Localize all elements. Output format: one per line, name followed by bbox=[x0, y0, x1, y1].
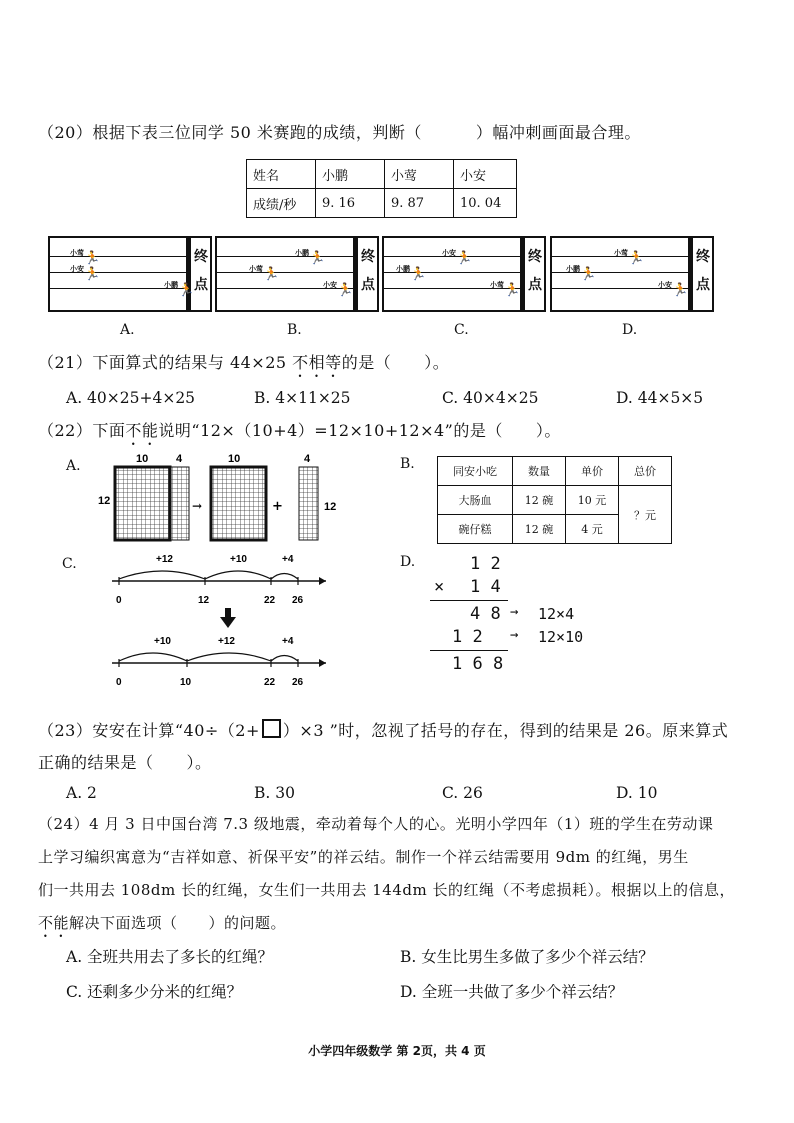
runner-label: 小鹏 bbox=[295, 248, 309, 257]
area-right-12: 12 bbox=[324, 501, 337, 513]
lane-line bbox=[217, 272, 355, 273]
blank-box-icon bbox=[262, 719, 281, 738]
area-small-grid bbox=[170, 467, 189, 540]
lane-line bbox=[217, 256, 355, 257]
q24-option-b[interactable]: B. 女生比男生多做了多少个祥云结？ bbox=[400, 948, 654, 966]
runner-label: 小安 bbox=[442, 248, 456, 257]
tick-label: 22 bbox=[264, 677, 276, 688]
product-line bbox=[430, 600, 508, 601]
q23-option-c[interactable]: C. 26 bbox=[442, 784, 483, 802]
q24-option-a[interactable]: A. 全班共用去了多长的红绳？ bbox=[66, 948, 274, 966]
sum-line bbox=[430, 650, 508, 651]
snack-table bbox=[437, 456, 672, 544]
area-top-10: 10 bbox=[136, 453, 149, 465]
q21-stem: （21）下面算式的结果与 44×25 不相等的是（ ）。 bbox=[38, 353, 450, 372]
score-table-header: 姓名 小鹏 小莺 小安 bbox=[247, 160, 517, 189]
number-line-diagram bbox=[100, 548, 340, 693]
vertical-multiplication bbox=[430, 554, 630, 676]
jump-arc bbox=[271, 574, 298, 580]
runner-label: 小莺 bbox=[614, 248, 628, 257]
arrowhead bbox=[319, 577, 326, 585]
area-right-10: 10 bbox=[228, 453, 241, 465]
multiplier: 1 4 bbox=[470, 577, 501, 597]
race-panel-letter[interactable]: B. bbox=[287, 322, 302, 338]
page-footer: 小学四年级数学 第 2页，共 4 页 bbox=[308, 1044, 486, 1058]
q20-stem: （20）根据下表三位同学 50 米赛跑的成绩，判断（ ）幅冲刺画面最合理。 bbox=[38, 123, 641, 142]
arc-label: +4 bbox=[282, 554, 294, 565]
area-arrow: → bbox=[192, 499, 203, 513]
runner-icon: 🏃 bbox=[580, 267, 597, 282]
runner-icon: 🏃 bbox=[309, 251, 326, 266]
q24-stem-line4: 不能解决下面选项（ ）的问题。 bbox=[38, 914, 287, 932]
snack-table-row: 大肠血 12 碗 10 元 ？元 bbox=[438, 486, 672, 515]
q22-option-b-letter[interactable]: B. bbox=[400, 456, 415, 472]
q22-option-d-letter[interactable]: D. bbox=[400, 554, 416, 570]
runner-label: 小莺 bbox=[70, 248, 84, 257]
down-arrow-icon bbox=[220, 617, 236, 628]
finish-label: 终 bbox=[696, 249, 710, 265]
area-right-small-grid bbox=[299, 467, 318, 540]
q24-stem-line2: 上学习编织寓意为“吉祥如意、祈保平安”的祥云结。制作一个祥云结需要用 9dm 的红绳，男生 bbox=[38, 848, 689, 866]
q21-option-c[interactable]: C. 40×4×25 bbox=[442, 389, 539, 407]
arc-label: +4 bbox=[282, 636, 294, 647]
tick-label: 12 bbox=[198, 595, 210, 606]
snack-table-row: 碗仔糕 12 碗 4 元 bbox=[438, 515, 672, 544]
runner-icon: 🏃 bbox=[410, 267, 427, 282]
finish-label: 点 bbox=[194, 277, 208, 293]
runner-icon: 🏃 bbox=[337, 283, 354, 298]
down-arrow-icon bbox=[225, 608, 231, 618]
partial-note-2: 12×10 bbox=[538, 628, 584, 646]
runner-icon: 🏃 bbox=[84, 251, 101, 266]
race-panel-letter[interactable]: D. bbox=[622, 322, 638, 338]
q24-stem-line1: （24）4 月 3 日中国台湾 7.3 级地震，牵动着每个人的心。光明小学四年（1）班的学生在劳动课 bbox=[38, 815, 714, 833]
finish-label: 终 bbox=[361, 249, 375, 265]
q23-option-d[interactable]: D. 10 bbox=[616, 784, 658, 802]
finish-label: 点 bbox=[361, 277, 375, 293]
finish-label: 终 bbox=[528, 249, 542, 265]
tick-label: 26 bbox=[292, 677, 304, 688]
arc-label: +12 bbox=[156, 554, 173, 565]
times-sign: × bbox=[434, 577, 445, 597]
runner-icon: 🏃 bbox=[456, 251, 473, 266]
q22-option-a-letter[interactable]: A. bbox=[66, 458, 81, 474]
score-table-row: 成绩/秒 9. 16 9. 87 10. 04 bbox=[247, 189, 517, 218]
q22-stem: （22）下面不能说明“12×（10+4）=12×10+12×4”的是（ ）。 bbox=[38, 421, 561, 440]
tick-label: 10 bbox=[180, 677, 192, 688]
area-left-12: 12 bbox=[98, 495, 111, 507]
q23-stem-line2: 正确的结果是（ ）。 bbox=[38, 753, 212, 772]
area-top-4: 4 bbox=[176, 453, 183, 465]
race-panel-letter[interactable]: C. bbox=[454, 322, 469, 338]
q21-option-b[interactable]: B. 4×11×25 bbox=[254, 389, 351, 407]
arc-label: +12 bbox=[218, 636, 235, 647]
finish-line bbox=[186, 238, 191, 310]
runner-label: 小莺 bbox=[490, 280, 504, 289]
snack-table-header: 同安小吃 数量 单价 总价 bbox=[438, 457, 672, 486]
race-panel[interactable] bbox=[550, 236, 714, 312]
q21-option-a[interactable]: A. 40×25+4×25 bbox=[66, 389, 196, 407]
area-big-grid bbox=[115, 467, 170, 540]
tick-label: 0 bbox=[116, 677, 122, 688]
area-plus: + bbox=[272, 499, 283, 514]
arc-label: +10 bbox=[230, 554, 247, 565]
runner-icon: 🏃 bbox=[628, 251, 645, 266]
tick-label: 26 bbox=[292, 595, 304, 606]
q23-option-a[interactable]: A. 2 bbox=[66, 784, 97, 802]
jump-arc bbox=[271, 656, 298, 662]
runner-icon: 🏃 bbox=[504, 283, 521, 298]
runner-label: 小鹏 bbox=[566, 264, 580, 273]
tick-label: 22 bbox=[264, 595, 276, 606]
q24-option-c[interactable]: C. 还剩多少分米的红绳？ bbox=[66, 983, 243, 1001]
jump-arc bbox=[187, 653, 271, 661]
multiplicand: 1 2 bbox=[470, 554, 501, 574]
partial-product-2: 1 2 bbox=[452, 627, 483, 647]
runner-icon: 🏃 bbox=[672, 283, 689, 298]
arrow-icon: → bbox=[510, 604, 519, 620]
race-panel-letter[interactable]: A. bbox=[120, 322, 135, 338]
partial-product-1: 4 8 bbox=[470, 604, 501, 624]
area-right-big-grid bbox=[211, 467, 266, 540]
finish-label: 终 bbox=[194, 249, 208, 265]
runner-label: 小鹏 bbox=[164, 280, 178, 289]
runner-label: 小鹏 bbox=[396, 264, 410, 273]
runner-label: 小安 bbox=[658, 280, 672, 289]
runner-label: 小安 bbox=[323, 280, 337, 289]
finish-label: 点 bbox=[528, 277, 542, 293]
q23-option-b[interactable]: B. 30 bbox=[254, 784, 295, 802]
finish-label: 点 bbox=[696, 277, 710, 293]
q24-stem-line3: 们一共用去 108dm 长的红绳，女生们一共用去 144dm 长的红绳（不考虑损耗）。根据以上的信息， bbox=[38, 881, 735, 899]
jump-arc bbox=[119, 571, 205, 579]
finish-line bbox=[520, 238, 525, 310]
partial-note-1: 12×4 bbox=[538, 605, 575, 623]
runner-icon: 🏃 bbox=[263, 267, 280, 282]
area-model-diagram bbox=[96, 452, 346, 544]
q24-option-d[interactable]: D. 全班一共做了多少个祥云结？ bbox=[400, 983, 624, 1001]
finish-line bbox=[688, 238, 693, 310]
runner-icon: 🏃 bbox=[84, 267, 101, 282]
q22-option-c-letter[interactable]: C. bbox=[62, 556, 77, 572]
score-table bbox=[246, 159, 517, 218]
area-right-4: 4 bbox=[304, 453, 311, 465]
jump-arc bbox=[119, 653, 187, 661]
runner-icon: 🏃 bbox=[178, 283, 195, 298]
arrowhead bbox=[319, 659, 326, 667]
race-panel[interactable] bbox=[48, 236, 212, 312]
arrow-icon: → bbox=[510, 627, 519, 643]
q21-option-d[interactable]: D. 44×5×5 bbox=[616, 389, 704, 407]
jump-arc bbox=[205, 571, 271, 579]
final-product: 1 6 8 bbox=[452, 654, 504, 674]
race-panel[interactable] bbox=[215, 236, 379, 312]
runner-label: 小安 bbox=[70, 264, 84, 273]
tick-label: 0 bbox=[116, 595, 122, 606]
race-panel[interactable] bbox=[382, 236, 546, 312]
arc-label: +10 bbox=[154, 636, 171, 647]
runner-label: 小莺 bbox=[249, 264, 263, 273]
q23-stem-line1: （23）安安在计算“40÷（2+ ）×3 ”时，忽视了括号的存在，得到的结果是 26。原来算式 bbox=[38, 721, 729, 740]
finish-line bbox=[353, 238, 358, 310]
